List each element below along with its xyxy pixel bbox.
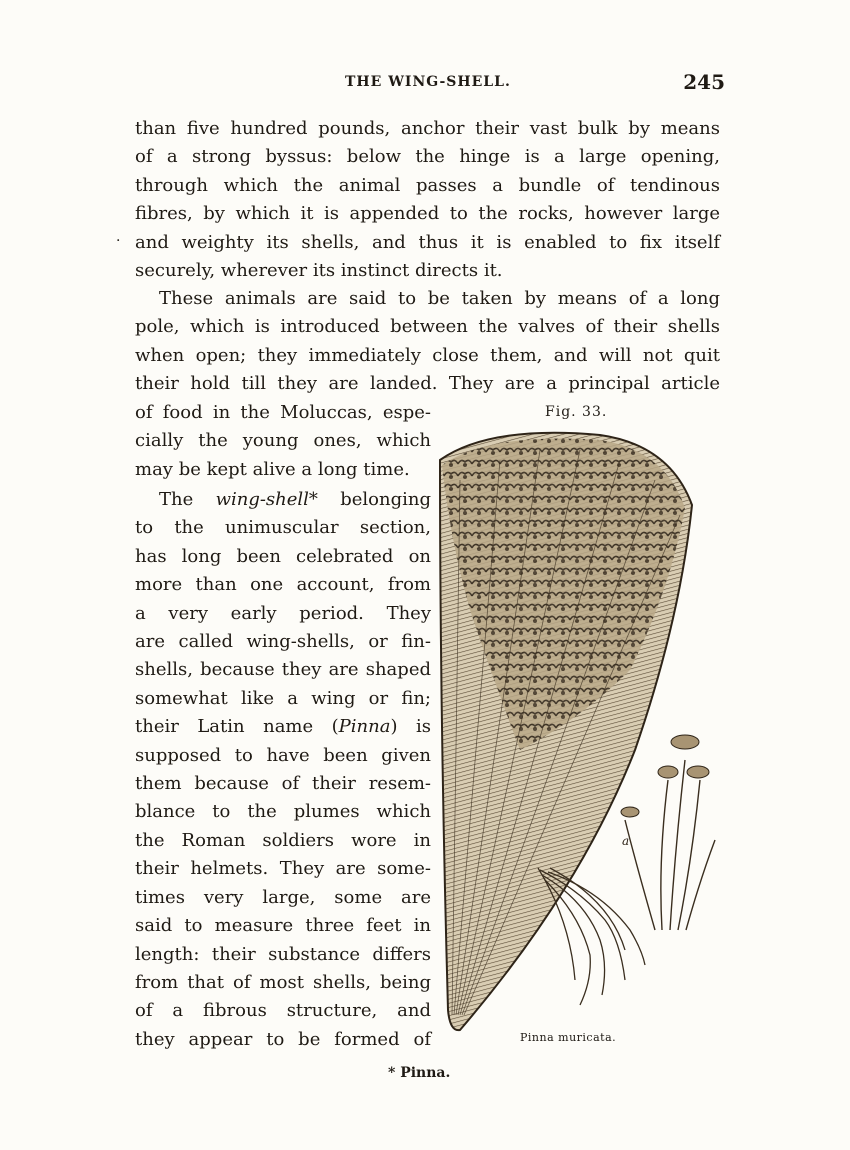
text-line: through which the animal passes a bundle of tendinous [135,174,720,196]
paragraph-2-continued [135,399,431,484]
text-line: they appear to be formed of [135,1028,431,1050]
text-line: their helmets. They are some- [135,858,431,880]
text-line: when open; they immediately close them, and will not quit [135,344,720,366]
text-line: times very large, some are [135,886,431,908]
footnote: * Pinna. [388,1065,451,1081]
text-line: may be kept alive a long time. [135,458,410,480]
text-line: of a fibrous structure, and [135,1000,431,1022]
text-line: and weighty its shells, and thus it is enabled to fix itself [135,231,720,253]
text-line: a very early period. They [135,602,431,624]
text-line: more than one account, from [135,574,431,596]
text-line: to the unimuscular section, [135,517,431,539]
text-line: of food in the Moluccas, espe- [135,402,431,423]
page-number: 245 [683,70,725,94]
text-line: fibres, by which it is appended to the rocks, however large [135,203,720,225]
paragraph-2 [135,285,720,399]
text-fragment: ) is [390,716,431,738]
paragraph-3 [135,486,431,1054]
text-fragment: * belonging [308,489,431,510]
text-line: are called wing-shells, or fin- [135,631,431,653]
text-line: than five hundred pounds, anchor their vast bulk by means [135,118,720,139]
text-line: cially the young ones, which [135,430,431,452]
text-line: said to measure three feet in [135,915,431,937]
text-line: blance to the plumes which [135,801,431,823]
text-line: securely, wherever its instinct directs it. [135,260,503,282]
text-fragment: their Latin name ( [135,716,339,738]
text-line: from that of most shells, being [135,971,431,993]
text-line: These animals are said to be taken by means of a long [159,288,720,309]
stray-mark: · [116,233,121,249]
emphasis-pinna: Pinna [338,716,391,738]
running-head-title: THE WING-SHELL. [345,74,511,90]
text-line: of a strong byssus: below the hinge is a large opening, [135,146,720,168]
paragraph-1 [135,115,720,285]
text-line: has long been celebrated on [135,545,431,567]
text-line: length: their substance differs [135,943,431,965]
text-line: them because of their resem- [135,773,431,795]
seaweed-sprig [625,760,715,930]
figure-letter-a: a [622,834,630,848]
figure-caption: Pinna muricata. [520,1031,617,1044]
text-line [135,486,431,514]
text-line: the Roman soldiers wore in [135,829,431,851]
text-line: shells, because they are shaped [135,659,431,681]
pinna-shell-illustration [430,420,720,1035]
text-line: supposed to have been given [135,744,431,766]
text-line: their hold till they are landed. They are a principal article [135,373,720,395]
emphasis-wing-shell: wing-shell [215,489,309,510]
text-line: somewhat like a wing or fin; [135,687,431,709]
running-head [135,70,725,100]
text-line: pole, which is introduced between the valves of their shells [135,316,720,338]
text-line [135,713,431,741]
figure-label: Fig. 33. [545,404,608,420]
text-fragment: The [159,489,216,510]
